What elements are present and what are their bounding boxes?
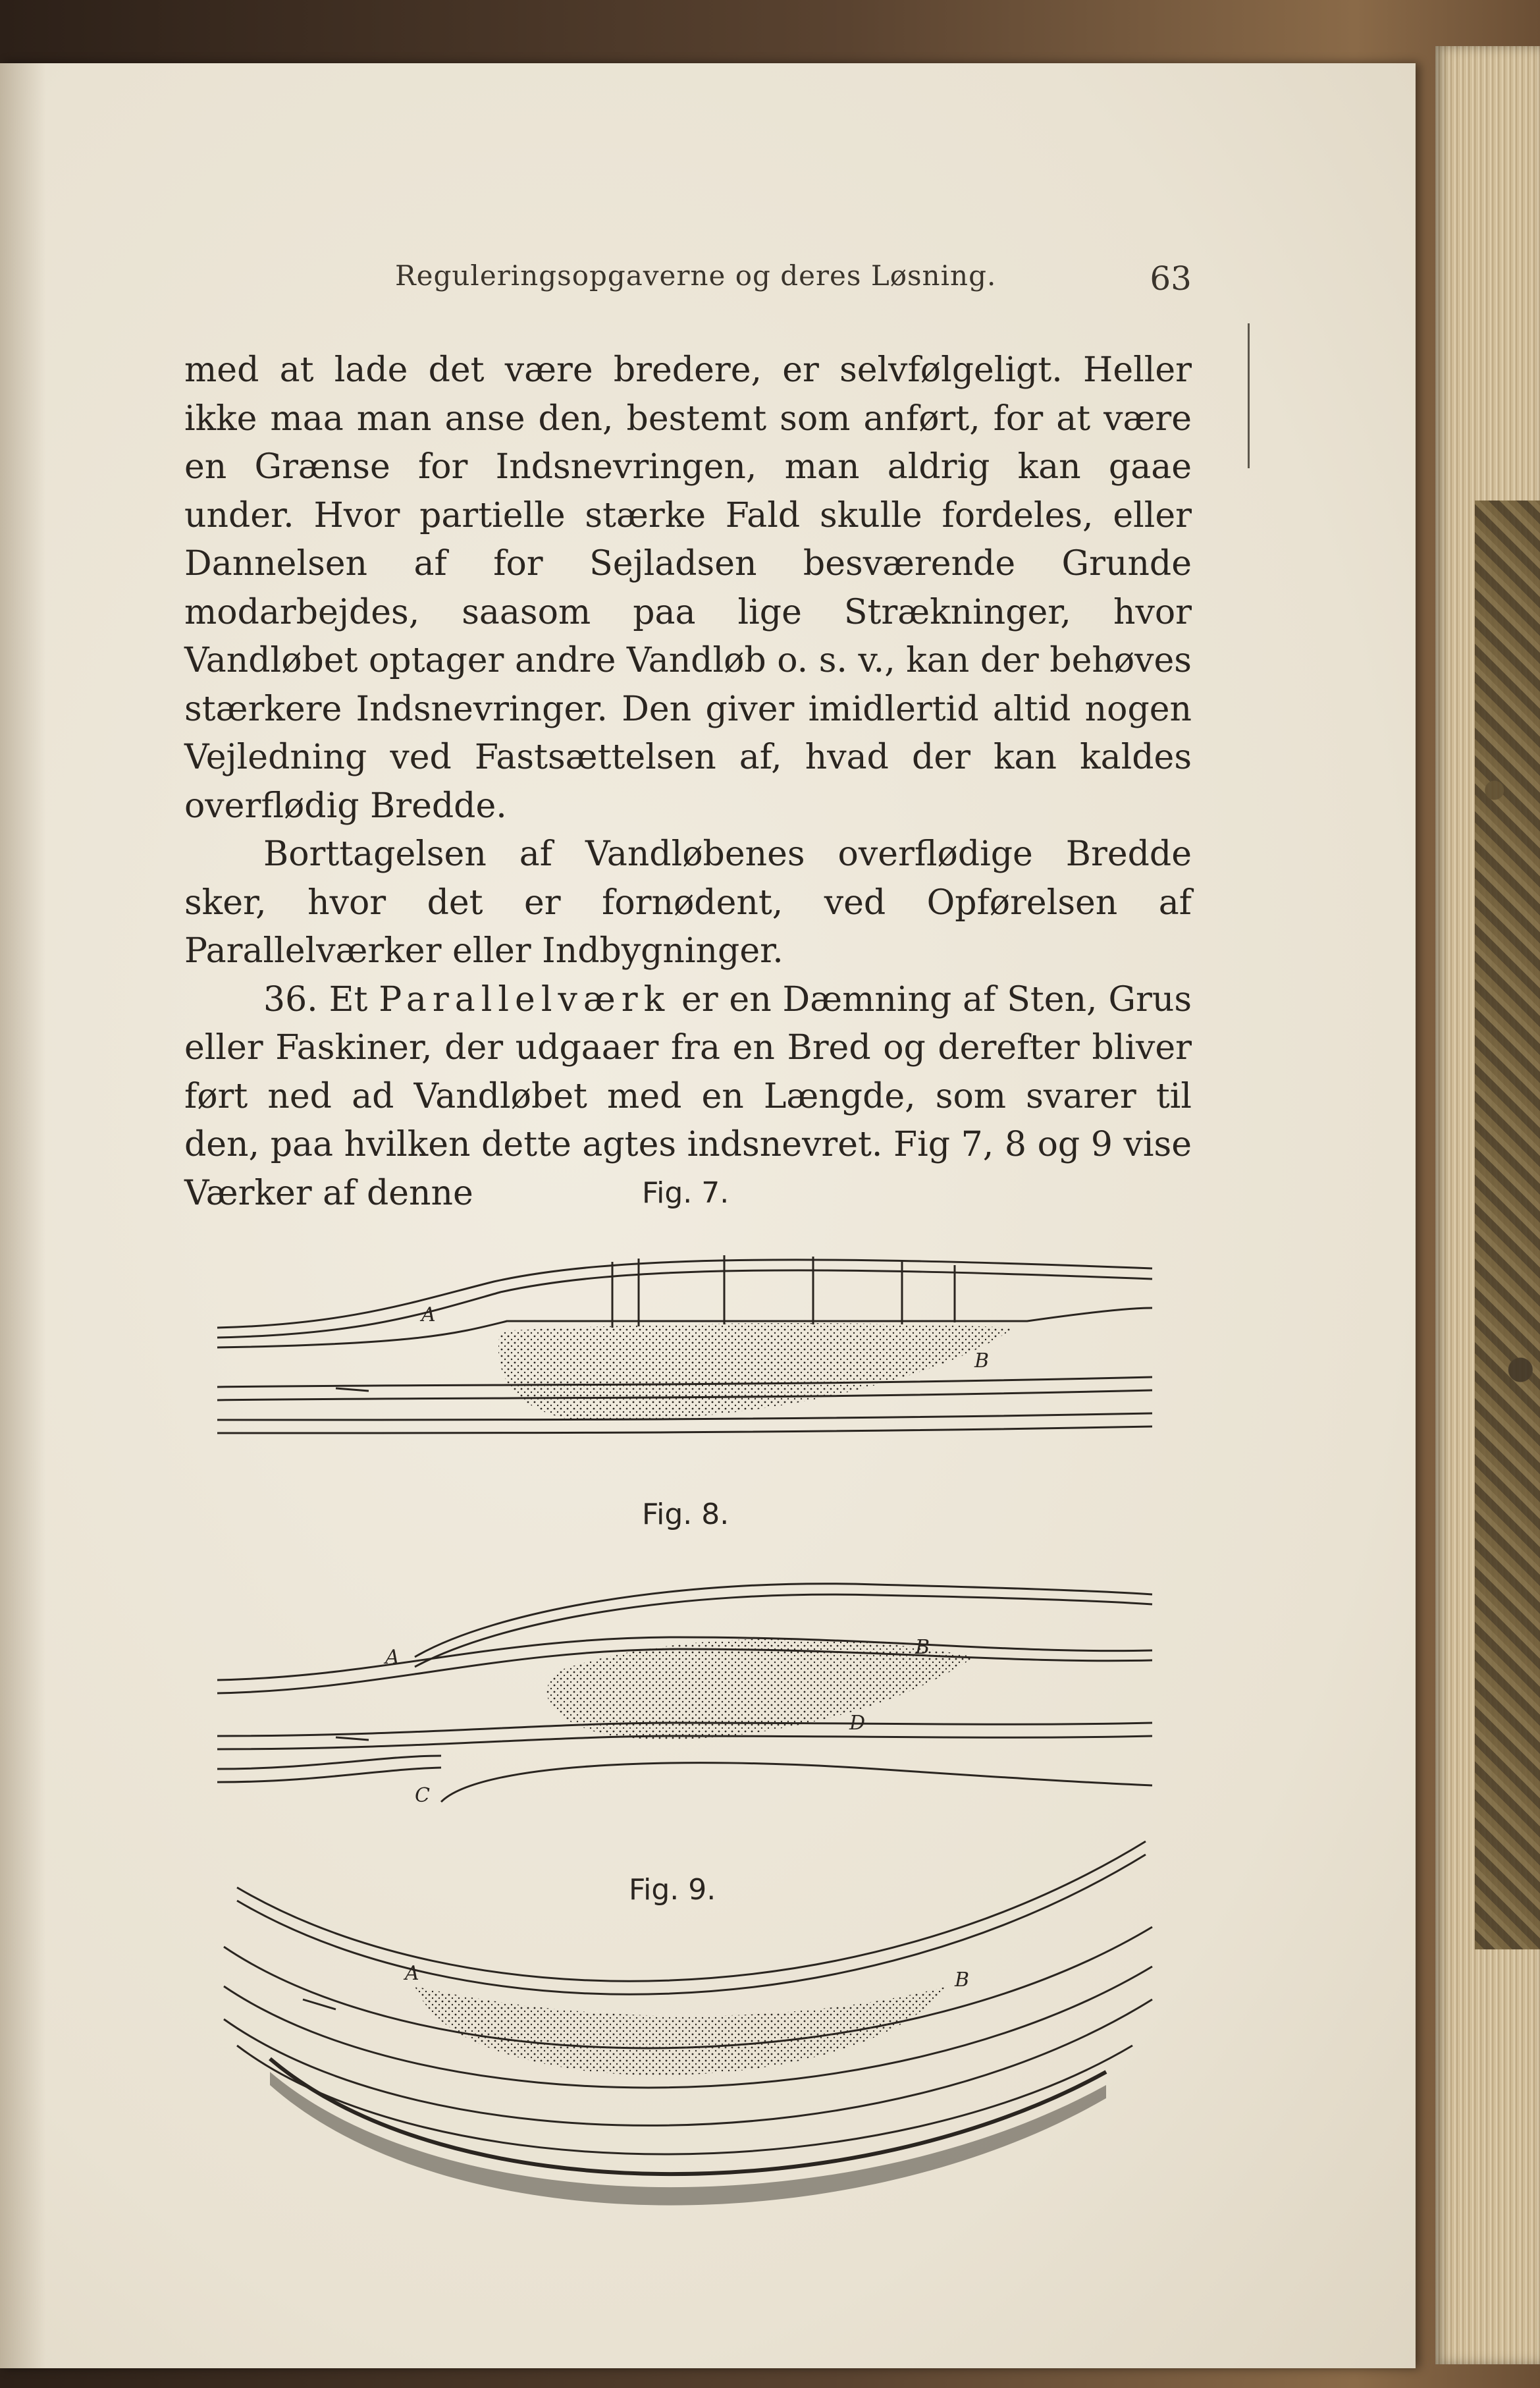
figure-8-point-b: B xyxy=(915,1636,930,1659)
book-page xyxy=(0,63,1416,2368)
running-head-title: Reguleringsopgaverne og deres Løsning. xyxy=(395,259,997,292)
body-text xyxy=(184,346,1192,1218)
paragraph-2: Borttagelsen af Vandløbenes overflødige Bredde sker, hvor det er fornødent, ved Opførelsen af Parallelværker eller Indbygninger. xyxy=(184,834,1192,971)
figure-8-point-d: D xyxy=(849,1712,866,1735)
margin-mark xyxy=(1248,323,1250,468)
figure-8-point-a: A xyxy=(385,1646,400,1669)
page-gutter-shadow xyxy=(0,63,46,2368)
term-parallelvaerk: Parallelværk xyxy=(379,979,671,1019)
figure-9-drawing xyxy=(198,1822,1172,2256)
section-number: 36. xyxy=(263,979,318,1019)
figure-8-drawing xyxy=(217,1538,1152,1822)
figure-7-drawing xyxy=(217,1209,1152,1473)
paragraph-3-rest: er en Dæmning af Sten, Grus eller Faskiner, der udgaaer fra en Bred og derefter bliver ført ned ad Vandløbet med en Længde, som svarer til den, paa hvilken dette agtes indsnevret. Fig 7, 8 og 9 vise Værker af denne xyxy=(184,979,1192,1213)
figure-7-point-a: A xyxy=(421,1303,436,1326)
figure-8-label: Fig. 8. xyxy=(642,1498,730,1531)
figure-9-label: Fig. 9. xyxy=(629,1873,716,1907)
figure-7-point-b: B xyxy=(974,1349,990,1372)
page-number: 63 xyxy=(1150,259,1192,298)
figure-9-point-a: A xyxy=(405,1962,419,1985)
paragraph-3-start: Et xyxy=(329,979,368,1019)
running-head xyxy=(184,259,1192,306)
marbled-board xyxy=(1475,501,1540,1949)
figure-7-label: Fig. 7. xyxy=(642,1176,730,1210)
figure-8-point-c: C xyxy=(415,1784,430,1807)
figure-9-point-b: B xyxy=(955,1968,970,1992)
paragraph-1: med at lade det være bredere, er selvfølgeligt. Heller ikke maa man anse den, bestemt som anført, for at være en Grænse for Indsnevringen, man aldrig kan gaae under. Hvor partielle stærke Fald skulle fordeles, eller Dannelsen af for Sejladsen besværende Grunde modarbejdes, saasom paa lige Strækninger, hvor Vandløbet optager andre Vandløb o. s. v., kan der behøves stærkere Indsnevringer. Den giver imidlertid altid nogen Vejledning ved Fastsættelsen af, hvad der kan kaldes overflødig Bredde. xyxy=(184,350,1192,826)
